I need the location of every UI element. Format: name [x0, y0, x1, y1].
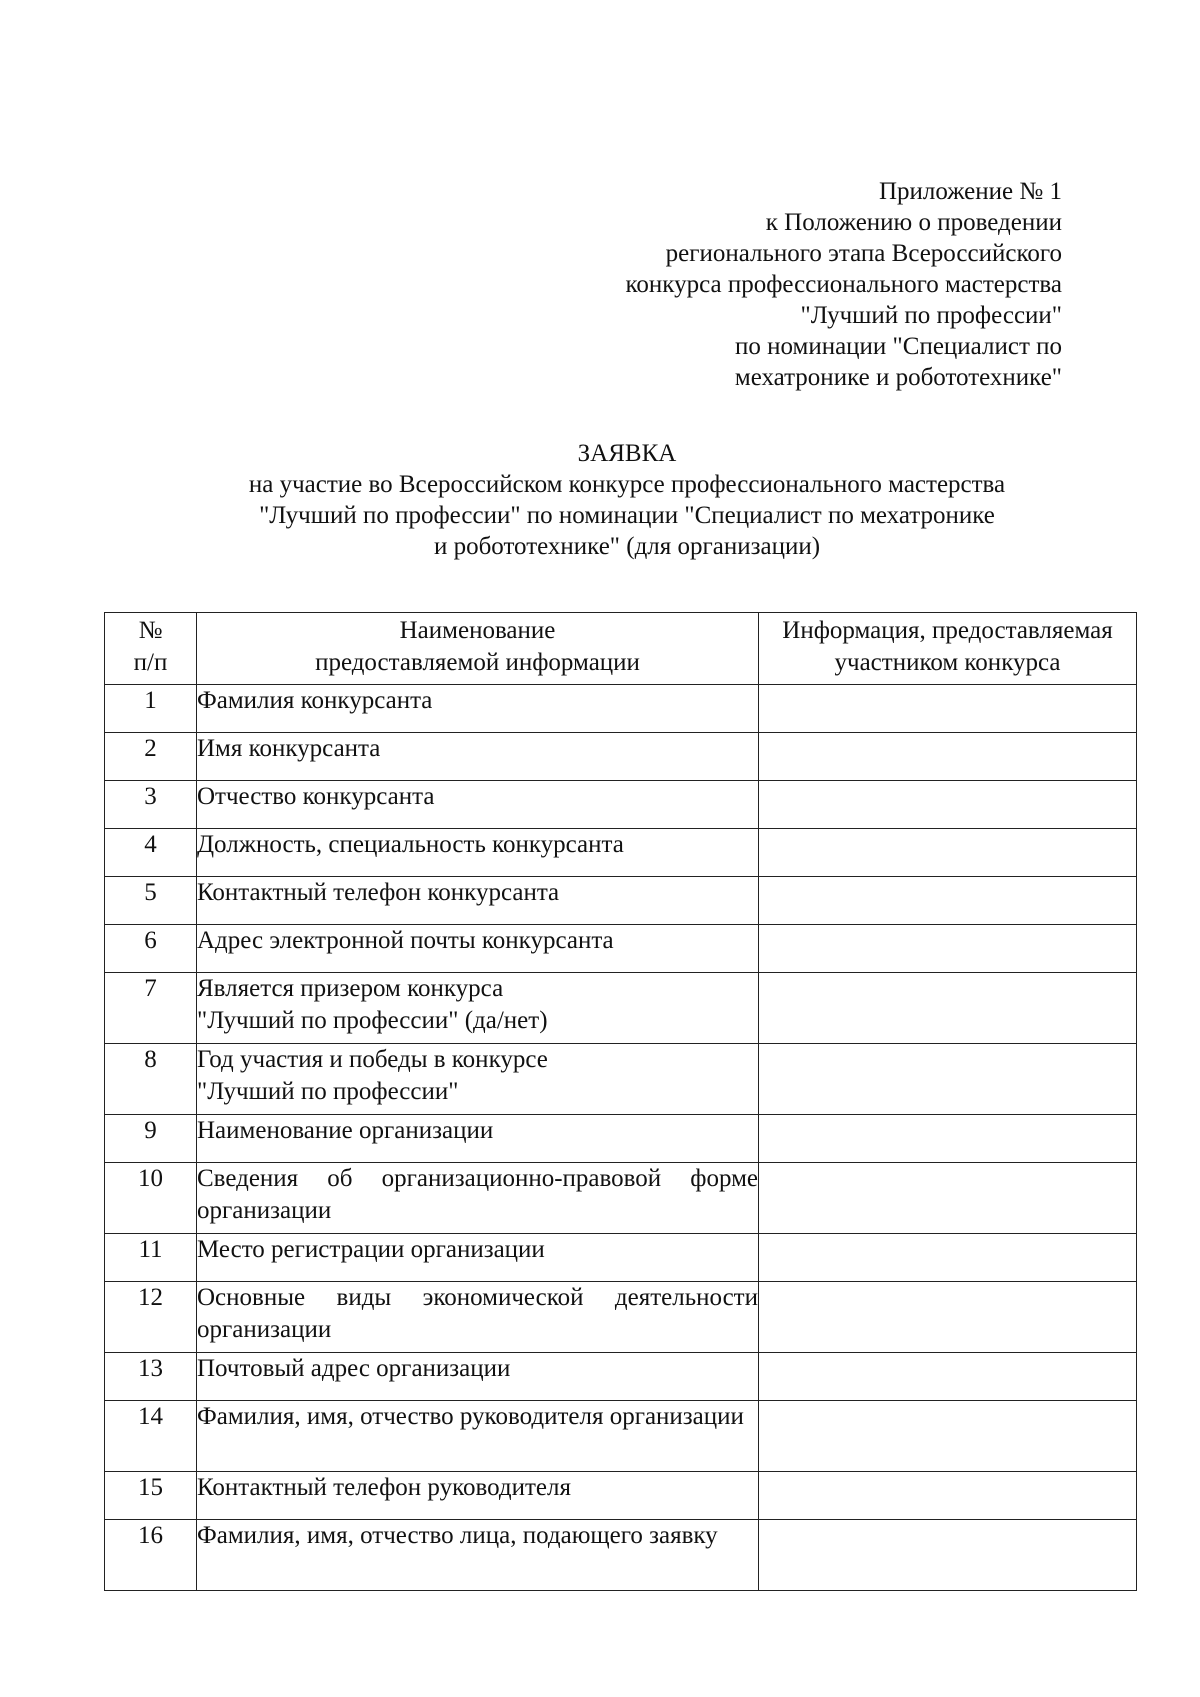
row-value-field[interactable] [759, 733, 1137, 781]
table-row [105, 877, 1137, 925]
appendix-line: регионального этапа Всероссийского [665, 240, 1062, 267]
row-number: 1 [105, 685, 197, 733]
header-info [759, 613, 1137, 685]
row-value-field[interactable] [759, 781, 1137, 829]
row-number: 9 [105, 1115, 197, 1163]
table-row [105, 973, 1137, 1044]
row-label-line: Год участия и победы в конкурсе [197, 1046, 548, 1073]
row-value-field[interactable] [759, 685, 1137, 733]
row-value-field[interactable] [759, 1282, 1137, 1353]
appendix-reference [626, 176, 1062, 393]
row-value-field[interactable] [759, 925, 1137, 973]
appendix-line: по номинации "Специалист по [734, 333, 1062, 360]
appendix-line: "Лучший по профессии" [800, 302, 1062, 329]
row-value-field[interactable] [759, 1353, 1137, 1401]
row-label-line: "Лучший по профессии" (да/нет) [197, 1007, 548, 1034]
row-number: 2 [105, 733, 197, 781]
row-value-field[interactable] [759, 973, 1137, 1044]
row-number: 3 [105, 781, 197, 829]
row-label-line: Является призером конкурса [197, 975, 504, 1002]
row-label: Должность, специальность конкурсанта [197, 829, 759, 877]
header-number-line: № [138, 617, 163, 644]
row-value-field[interactable] [759, 1234, 1137, 1282]
row-label: Почтовый адрес организации [197, 1353, 759, 1401]
row-label: Фамилия конкурсанта [197, 685, 759, 733]
table-row [105, 1163, 1137, 1234]
header-info-line: Информация, предоставляемая [782, 617, 1113, 644]
table-row [105, 1234, 1137, 1282]
document-title [0, 438, 1200, 562]
row-label: Фамилия, имя, отчество руководителя организации [197, 1401, 759, 1472]
table-row [105, 685, 1137, 733]
header-name [197, 613, 759, 685]
row-number: 5 [105, 877, 197, 925]
row-number: 16 [105, 1520, 197, 1591]
row-number: 15 [105, 1472, 197, 1520]
appendix-line: Приложение № 1 [878, 178, 1062, 205]
row-number: 13 [105, 1353, 197, 1401]
header-number-line: п/п [133, 649, 168, 676]
header-name-line: Наименование [399, 617, 556, 644]
row-label [197, 973, 759, 1044]
row-value-field[interactable] [759, 1044, 1137, 1115]
row-label: Адрес электронной почты конкурсанта [197, 925, 759, 973]
row-label [197, 1044, 759, 1115]
table-row [105, 1472, 1137, 1520]
row-label: Отчество конкурсанта [197, 781, 759, 829]
table-header-row [105, 613, 1137, 685]
row-label: Сведения об организационно-правовой форме организации [197, 1163, 759, 1234]
row-label: Фамилия, имя, отчество лица, подающего заявку [197, 1520, 759, 1591]
table-row [105, 733, 1137, 781]
table-row [105, 1282, 1137, 1353]
row-number: 6 [105, 925, 197, 973]
header-info-line: участником конкурса [834, 649, 1061, 676]
table-row [105, 781, 1137, 829]
row-number: 7 [105, 973, 197, 1044]
table-row [105, 1115, 1137, 1163]
document-subtitle-line: "Лучший по профессии" по номинации "Специалист по мехатронике [259, 502, 995, 529]
appendix-line: к Положению о проведении [765, 209, 1062, 236]
row-value-field[interactable] [759, 1115, 1137, 1163]
row-value-field[interactable] [759, 877, 1137, 925]
table-row [105, 1353, 1137, 1401]
row-number: 10 [105, 1163, 197, 1234]
row-number: 12 [105, 1282, 197, 1353]
row-value-field[interactable] [759, 1163, 1137, 1234]
appendix-line: мехатронике и робототехнике" [734, 364, 1062, 391]
table-row [105, 925, 1137, 973]
row-label: Наименование организации [197, 1115, 759, 1163]
header-name-line: предоставляемой информации [315, 649, 640, 676]
row-label: Основные виды экономической деятельности организации [197, 1282, 759, 1353]
table-row [105, 1401, 1137, 1472]
table-row [105, 829, 1137, 877]
row-number: 14 [105, 1401, 197, 1472]
row-value-field[interactable] [759, 1520, 1137, 1591]
table-row [105, 1044, 1137, 1115]
row-label: Имя конкурсанта [197, 733, 759, 781]
row-label: Место регистрации организации [197, 1234, 759, 1282]
row-number: 4 [105, 829, 197, 877]
document-heading: ЗАЯВКА [577, 440, 677, 467]
row-number: 8 [105, 1044, 197, 1115]
application-form-table [104, 612, 1137, 1591]
appendix-line: конкурса профессионального мастерства [625, 271, 1062, 298]
row-value-field[interactable] [759, 829, 1137, 877]
row-value-field[interactable] [759, 1401, 1137, 1472]
header-number [105, 613, 197, 685]
document-subtitle-line: и робототехнике" (для организации) [433, 533, 821, 560]
row-number: 11 [105, 1234, 197, 1282]
row-label-line: "Лучший по профессии" [197, 1078, 459, 1105]
row-label: Контактный телефон руководителя [197, 1472, 759, 1520]
table-row [105, 1520, 1137, 1591]
document-subtitle-line: на участие во Всероссийском конкурсе профессионального мастерства [248, 471, 1006, 498]
row-value-field[interactable] [759, 1472, 1137, 1520]
row-label: Контактный телефон конкурсанта [197, 877, 759, 925]
